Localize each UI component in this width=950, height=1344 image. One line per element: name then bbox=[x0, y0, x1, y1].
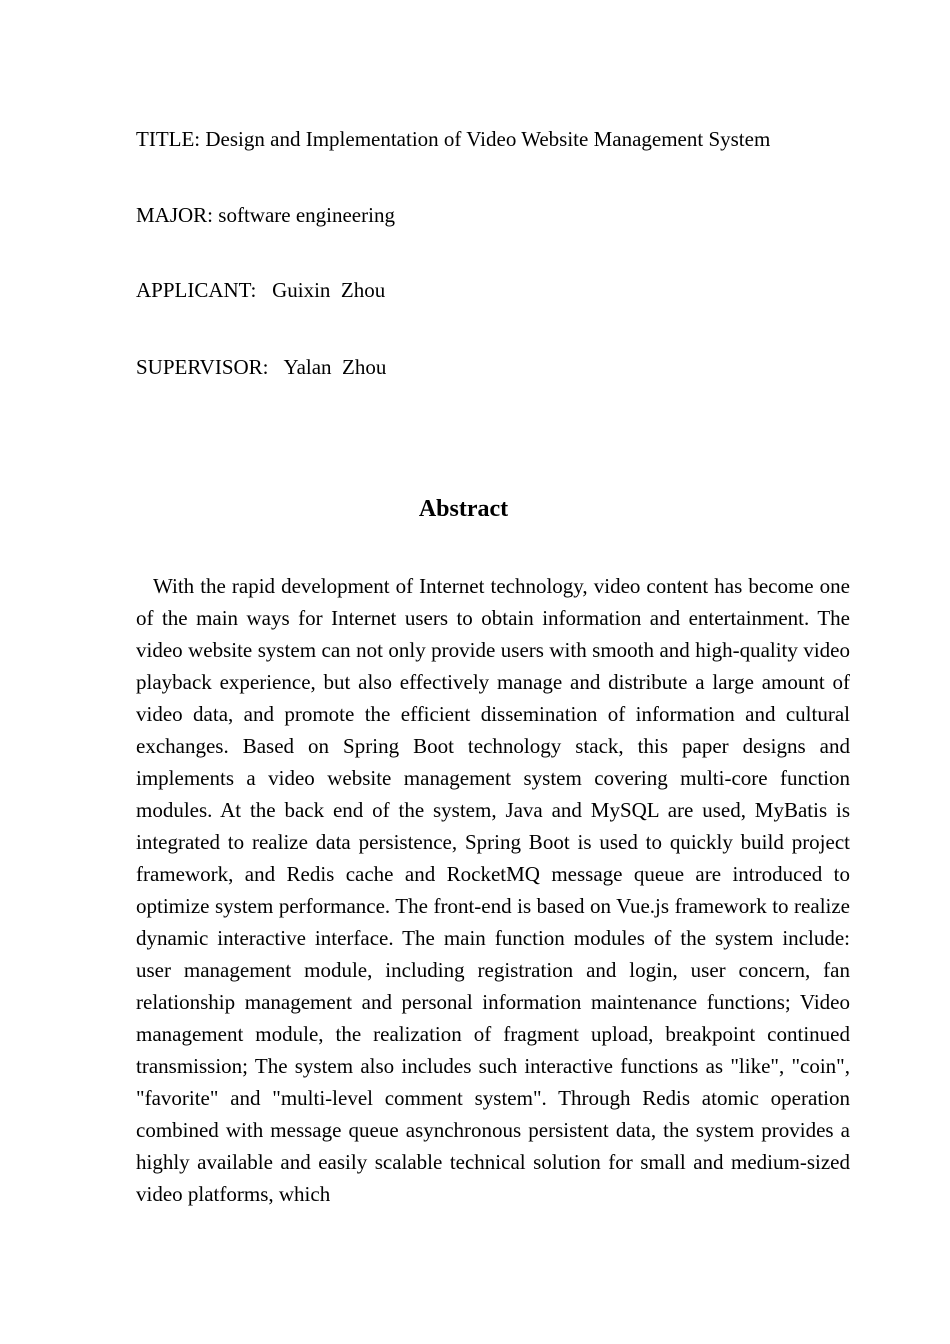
applicant-label: APPLICANT: bbox=[136, 278, 257, 302]
applicant-value: Guixin Zhou bbox=[272, 278, 386, 302]
major-label: MAJOR: bbox=[136, 203, 214, 227]
major-value: software engineering bbox=[218, 203, 395, 227]
supervisor-value: Yalan Zhou bbox=[283, 355, 387, 379]
major-line bbox=[136, 202, 395, 228]
supervisor-label: SUPERVISOR: bbox=[136, 355, 269, 379]
title-line bbox=[136, 126, 770, 152]
title-label: TITLE: bbox=[136, 127, 201, 151]
title-value: Design and Implementation of Video Website Management System bbox=[205, 127, 771, 151]
abstract-heading: Abstract bbox=[418, 496, 509, 522]
supervisor-line bbox=[136, 354, 386, 380]
applicant-line bbox=[136, 277, 385, 303]
abstract-body: With the rapid development of Internet technology, video content has become one of the main ways for Internet users to obtain information and entertainment. The video website system can not only provide users with smooth and high-quality video playback experience, but also effectively manage and distribute a large amount of video data, and promote the efficient dissemination of information and cultural exchanges. Based on Spring Boot technology stack, this paper designs and implements a video website management system covering multi-core function modules. At the back end of the system, Java and MySQL are used, MyBatis is integrated to realize data persistence, Spring Boot is used to quickly build project framework, and Redis cache and RocketMQ message queue are introduced to optimize system performance. The front-end is based on Vue.js framework to realize dynamic interactive interface. The main function modules of the system include: user management module, including registration and login, user concern, fan relationship management and personal information maintenance functions; Video management module, the realization of fragment upload, breakpoint continued transmission; The system also includes such interactive functions as "like", "coin", "favorite" and "multi-level comment system". Through Redis atomic operation combined with message queue asynchronous persistent data, the system provides a highly available and easily scalable technical solution for small and medium-sized video platforms, which bbox=[136, 574, 850, 1206]
